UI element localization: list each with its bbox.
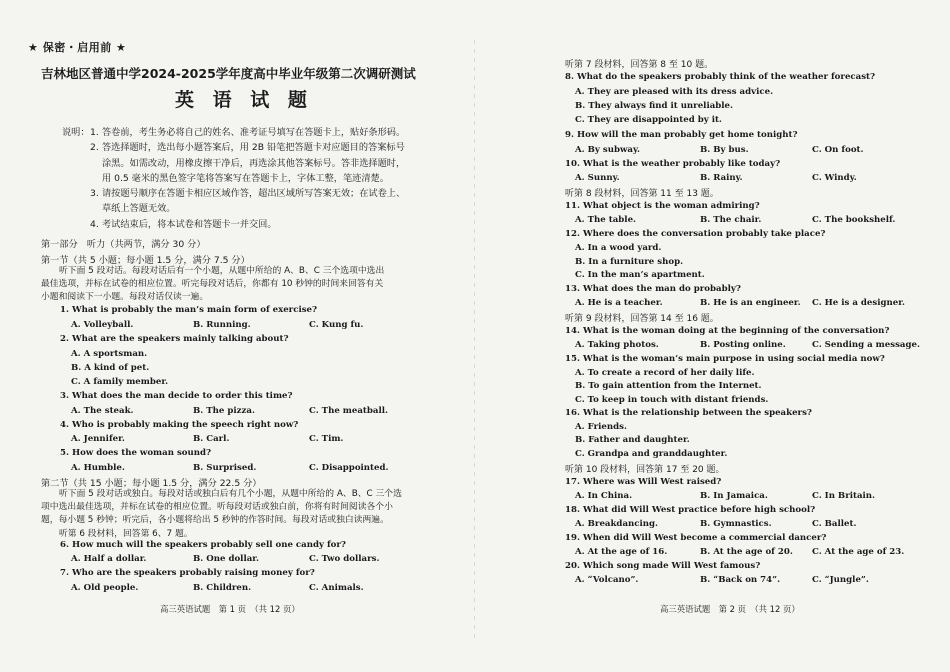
question-18: 18. What did Will West practice before high school? [565,505,816,515]
option: A. In China. [575,491,633,501]
section-intro: 听第 7 段材料，回答第 8 至 10 题。 [565,60,714,70]
page-footer: 高三英语试题 第 1 页 （共 12 页） [160,604,300,614]
question-19: 19. When did Will West become a commercial dancer? [565,533,827,543]
option: B. In a furniture shop. [575,257,684,267]
option: C. Kung fu. [309,320,364,330]
option: A. They are pleased with its dress advice. [575,87,774,97]
question-1: 1. What is probably the man’s main form of exercise? [60,305,318,315]
option: B. Carl. [193,434,230,444]
question-4: 4. Who is probably making the speech right now? [60,420,299,430]
section1-directions: 听下面 5 段对话。每段对话后有一个小题，从题中所给的 A、B、C 三个选项中选出 最佳选项，并标在试卷的相应位置。听完每段对话后，你都有 10 秒钟的时间来回答有关 小题和阅读下一小题。每段对话仅读一遍。 [41,266,385,303]
question-3: 3. What does the man decide to order this time? [60,391,293,401]
option: C. The meatball. [309,406,388,416]
question-5: 5. How does the woman sound? [60,448,212,458]
option: C. Sending a message. [812,340,920,350]
question-11: 11. What object is the woman admiring? [565,201,760,211]
instruction-item: 3. 请按题号顺序在答题卡相应区域作答，超出区域所写答案无效；在试卷上、 [90,188,406,200]
option: B. One dollar. [193,554,260,564]
page-footer: 高三英语试题 第 2 页 （共 12 页） [660,604,800,614]
question-14: 14. What is the woman doing at the beginning of the conversation? [565,326,890,336]
subject-title: 英 语 试 题 [175,89,313,111]
option: B. Rainy. [700,173,743,183]
option: C. Disappointed. [309,463,389,473]
section-intro: 听第 10 段材料，回答第 17 至 20 题。 [565,465,725,475]
section-intro: 听第 9 段材料，回答第 14 至 16 题。 [565,314,719,324]
option: B. “Back on 74”. [700,575,781,585]
option: A. He is a teacher. [575,298,663,308]
option: C. They are disappointed by it. [575,115,722,125]
option: C. At the age of 23. [812,547,905,557]
question-20: 20. Which song made Will West famous? [565,561,761,571]
option: A. “Volcano”. [575,575,639,585]
option: A. In a wood yard. [575,243,662,253]
option: C. In the man’s apartment. [575,270,705,280]
instructions-label: 说明： [62,127,90,138]
option: B. The chair. [700,215,762,225]
option: C. The bookshelf. [812,215,896,225]
option: C. Ballet. [812,519,857,529]
page-2 [475,0,950,672]
option: B. Posting online. [700,340,786,350]
question-8: 8. What do the speakers probably think of the weather forecast? [565,72,876,82]
section1-title: 第一节（共 5 小题；每小题 1.5 分，满分 7.5 分） [41,255,250,266]
option: B. At the age of 20. [700,547,793,557]
question-17: 17. Where was Will West raised? [565,477,722,487]
option: A. Friends. [575,422,627,432]
option: A. The steak. [71,406,134,416]
option: B. He is an engineer. [700,298,801,308]
option: A. Humble. [71,463,125,473]
question-9: 9. How will the man probably get home tonight? [565,130,798,140]
option: B. Surprised. [193,463,257,473]
option: B. They always find it unreliable. [575,101,734,111]
section2-directions: 听下面 5 段对话或独白。每段对话或独白后有几个小题，从题中所给的 A、B、C 三个选 项中选出最佳选项，并标在试卷的相应位置。听每段对话或独白前，你将有时间阅读各个小 题，每小题 5 秒钟；听完后，各小题将给出 5 秒钟的作答时间。每段对话或独白读两遍。 听第 6 段材料，回答第 6、7 题。 [41,489,402,539]
option: A. A sportsman. [71,349,148,359]
exam-title: 吉林地区普通中学2024-2025学年度高中毕业年级第二次调研测试 [41,66,416,81]
option: A. Taking photos. [575,340,659,350]
option: C. Tim. [309,434,344,444]
option: C. Grandpa and granddaughter. [575,449,728,459]
option: B. By bus. [700,145,749,155]
instruction-item: 4. 考试结束后，将本试卷和答题卡一并交回。 [90,218,277,230]
option: C. Animals. [309,583,364,593]
option: B. To gain attention from the Internet. [575,381,762,391]
option: C. A family member. [71,377,169,387]
option: B. Children. [193,583,252,593]
option: B. The pizza. [193,406,255,416]
option: A. To create a record of her daily life. [575,368,755,378]
option: C. On foot. [812,145,864,155]
option: B. Gymnastics. [700,519,772,529]
section2-title: 第二节（共 15 小题；每小题 1.5 分，满分 22.5 分） [41,478,262,489]
question-16: 16. What is the relationship between the speakers? [565,408,812,418]
instruction-item: 2. 答选择题时，选出每小题答案后，用 2B 铅笔把答题卡对应题目的答案标号 [90,142,405,154]
option: A. Old people. [71,583,139,593]
option: C. Windy. [812,173,857,183]
confidential-label: ★ 保密・启用前 ★ [28,41,127,54]
option: B. Running. [193,320,251,330]
question-10: 10. What is the weather probably like today? [565,159,781,169]
question-13: 13. What does the man do probably? [565,284,741,294]
option: C. Two dollars. [309,554,380,564]
option: B. In Jamaica. [700,491,768,501]
option: A. Jennifer. [71,434,125,444]
option: A. At the age of 16. [575,547,668,557]
question-15: 15. What is the woman’s main purpose in using social media now? [565,354,885,364]
option: C. To keep in touch with distant friends. [575,395,769,405]
question-6: 6. How much will the speakers probably sell one candy for? [60,540,346,550]
option: A. Half a dollar. [71,554,147,564]
option: C. “Jungle”. [812,575,869,585]
option: A. By subway. [575,145,640,155]
option: A. Sunny. [575,173,620,183]
option: A. Breakdancing. [575,519,659,529]
option: A. Volleyball. [71,320,134,330]
option: C. He is a designer. [812,298,905,308]
instruction-item: 说明： 1. 答卷前，考生务必将自己的姓名、准考证号填写在答题卡上，贴好条形码。 [62,125,427,140]
part1-title: 第一部分 听力（共两节，满分 30 分） [41,239,206,250]
section-intro: 听第 8 段材料，回答第 11 至 13 题。 [565,189,719,199]
option: B. A kind of pet. [71,363,150,373]
question-12: 12. Where does the conversation probably take place? [565,229,826,239]
option: A. The table. [575,215,637,225]
option: B. Father and daughter. [575,435,690,445]
instructions: 说明： 1. 答卷前，考生务必将自己的姓名、准考证号填写在答题卡上，贴好条形码。 2. 答选择题时，选出每小题答案后，用 2B 铅笔把答题卡对应题目的答案标号 涂黑。如需改动，用橡皮擦干净后，再选涂其他答案标号。答非选择题时， 用 0.5 毫米的黑色签字笔将答案写在答题卡上，字体工整，笔迹清楚。 3. 请按题号顺序在答题卡相应区域作答，超出区域所写答案无效；在试卷上、 草纸上答题无效。 4. 考试结束后，将本试卷和答题卡一并交回。 [62,125,427,232]
question-7: 7. Who are the speakers probably raising money for? [60,568,315,578]
option: C. In Britain. [812,491,876,501]
question-2: 2. What are the speakers mainly talking about? [60,334,289,344]
